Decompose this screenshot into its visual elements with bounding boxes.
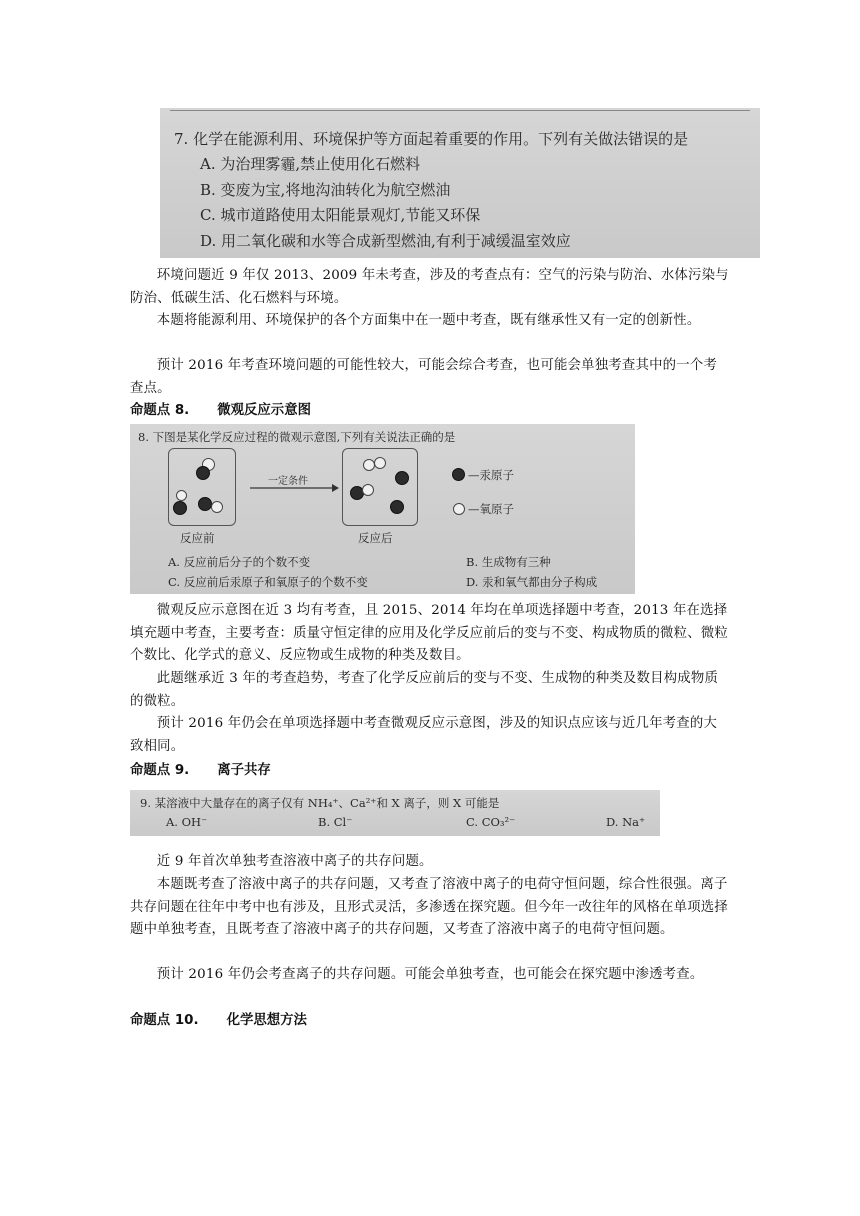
question-9-option-b: B. Cl⁻ bbox=[318, 815, 353, 829]
question-7-stem: 7. 化学在能源利用、环境保护等方面起着重要的作用。下列有关做法错误的是 bbox=[174, 130, 689, 148]
before-reaction-label: 反应前 bbox=[180, 531, 215, 545]
analysis-paragraph: 预计 2016 年仍会考查离子的共存问题。可能会单独考查，也可能会在探究题中渗透考查。 bbox=[156, 967, 704, 982]
question-7-option-b: B. 变废为宝,将地沟油转化为航空燃油 bbox=[200, 181, 451, 199]
mercury-atom bbox=[196, 466, 210, 480]
heading-title: 微观反应示意图 bbox=[217, 403, 311, 418]
question-9-photo bbox=[130, 790, 660, 836]
question-8-stem: 8. 下图是某化学反应过程的微观示意图,下列有关说法正确的是 bbox=[138, 430, 456, 444]
mercury-atom bbox=[173, 501, 187, 515]
question-9-stem: 9. 某溶液中大量存在的离子仅有 NH₄⁺、Ca²⁺和 X 离子，则 X 可能是 bbox=[140, 796, 500, 810]
analysis-paragraph: 近 9 年首次单独考查溶液中离子的共存问题。 bbox=[156, 854, 433, 869]
question-8-photo bbox=[130, 424, 635, 594]
reaction-condition-label: 一定条件 bbox=[268, 476, 308, 487]
heading-title: 化学思想方法 bbox=[226, 1013, 307, 1028]
question-8-option-b: B. 生成物有三种 bbox=[466, 555, 551, 569]
question-7-photo bbox=[160, 108, 760, 258]
analysis-paragraph: 本题既考查了溶液中离子的共存问题，又考查了溶液中离子的电荷守恒问题，综合性很强。离子共存问题在往年中考中也有涉及，且形式灵活，多渗透在探究题。但今年一改往年的风格在单项选择题中单独考查，且既考查了溶液中离子的共存问题，又考查了溶液中离子的电荷守恒问题。 bbox=[130, 877, 728, 937]
oxygen-atom bbox=[374, 457, 386, 469]
after-reaction-box bbox=[342, 448, 418, 526]
question-9-option-c: C. CO₃²⁻ bbox=[466, 815, 516, 829]
question-7-option-d: D. 用二氧化碳和水等合成新型燃油,有利于减缓温室效应 bbox=[200, 232, 571, 250]
legend-mercury-label: —汞原子 bbox=[468, 468, 514, 482]
section-heading-10 bbox=[130, 1010, 307, 1032]
heading-number: 命题点 9. bbox=[130, 763, 190, 778]
legend-oxygen-icon bbox=[453, 503, 465, 515]
oxygen-atom bbox=[362, 484, 374, 496]
analysis-paragraph: 此题继承近 3 年的考查趋势，考查了化学反应前后的变与不变、生成物的种类及数目构成物质的微粒。 bbox=[130, 671, 719, 709]
table-border-fragment bbox=[170, 108, 750, 111]
mercury-atom bbox=[390, 500, 404, 514]
section-heading-8 bbox=[130, 400, 311, 422]
question-8-option-a: A. 反应前后分子的个数不变 bbox=[168, 555, 311, 569]
mercury-atom bbox=[198, 497, 212, 511]
analysis-paragraph: 预计 2016 年仍会在单项选择题中考查微观反应示意图，涉及的知识点应该与近几年考查的大致相同。 bbox=[130, 716, 718, 754]
analysis-paragraph: 预计 2016 年考查环境问题的可能性较大，可能会综合考查，也可能会单独考查其中的一个考查点。 bbox=[130, 358, 718, 396]
reaction-arrow-icon bbox=[248, 482, 340, 494]
question-7-option-c: C. 城市道路使用太阳能景观灯,节能又环保 bbox=[200, 206, 481, 224]
oxygen-atom bbox=[176, 490, 187, 501]
oxygen-atom bbox=[211, 501, 223, 513]
mercury-atom bbox=[395, 471, 409, 485]
analysis-paragraph: 本题将能源利用、环境保护的各个方面集中在一题中考查，既有继承性又有一定的创新性。 bbox=[156, 313, 701, 328]
legend-mercury-icon bbox=[452, 468, 465, 481]
section-heading-9 bbox=[130, 760, 271, 782]
heading-number: 命题点 10. bbox=[130, 1013, 199, 1028]
analysis-paragraph: 环境问题近 9 年仅 2013、2009 年未考查，涉及的考查点有：空气的污染与防治、水体污染与防治、低碳生活、化石燃料与环境。 bbox=[130, 268, 729, 306]
before-reaction-box bbox=[168, 448, 236, 526]
question-9-option-a: A. OH⁻ bbox=[166, 815, 208, 829]
question-8-option-c: C. 反应前后汞原子和氧原子的个数不变 bbox=[168, 575, 368, 589]
question-7-option-a: A. 为治理雾霾,禁止使用化石燃料 bbox=[200, 155, 421, 173]
after-reaction-label: 反应后 bbox=[358, 531, 393, 545]
analysis-paragraph: 微观反应示意图在近 3 均有考查，且 2015、2014 年均在单项选择题中考查，2013 年在选择填充题中考查，主要考查：质量守恒定律的应用及化学反应前后的变与不变、构成物质的微粒、微粒个数比、化学式的意义、反应物或生成物的种类及数目。 bbox=[130, 603, 728, 663]
heading-number: 命题点 8. bbox=[130, 403, 190, 418]
question-9-option-d: D. Na⁺ bbox=[606, 815, 646, 829]
heading-title: 离子共存 bbox=[217, 763, 271, 778]
legend-oxygen-label: —氧原子 bbox=[468, 502, 514, 516]
question-8-option-d: D. 汞和氧气都由分子构成 bbox=[466, 575, 598, 589]
